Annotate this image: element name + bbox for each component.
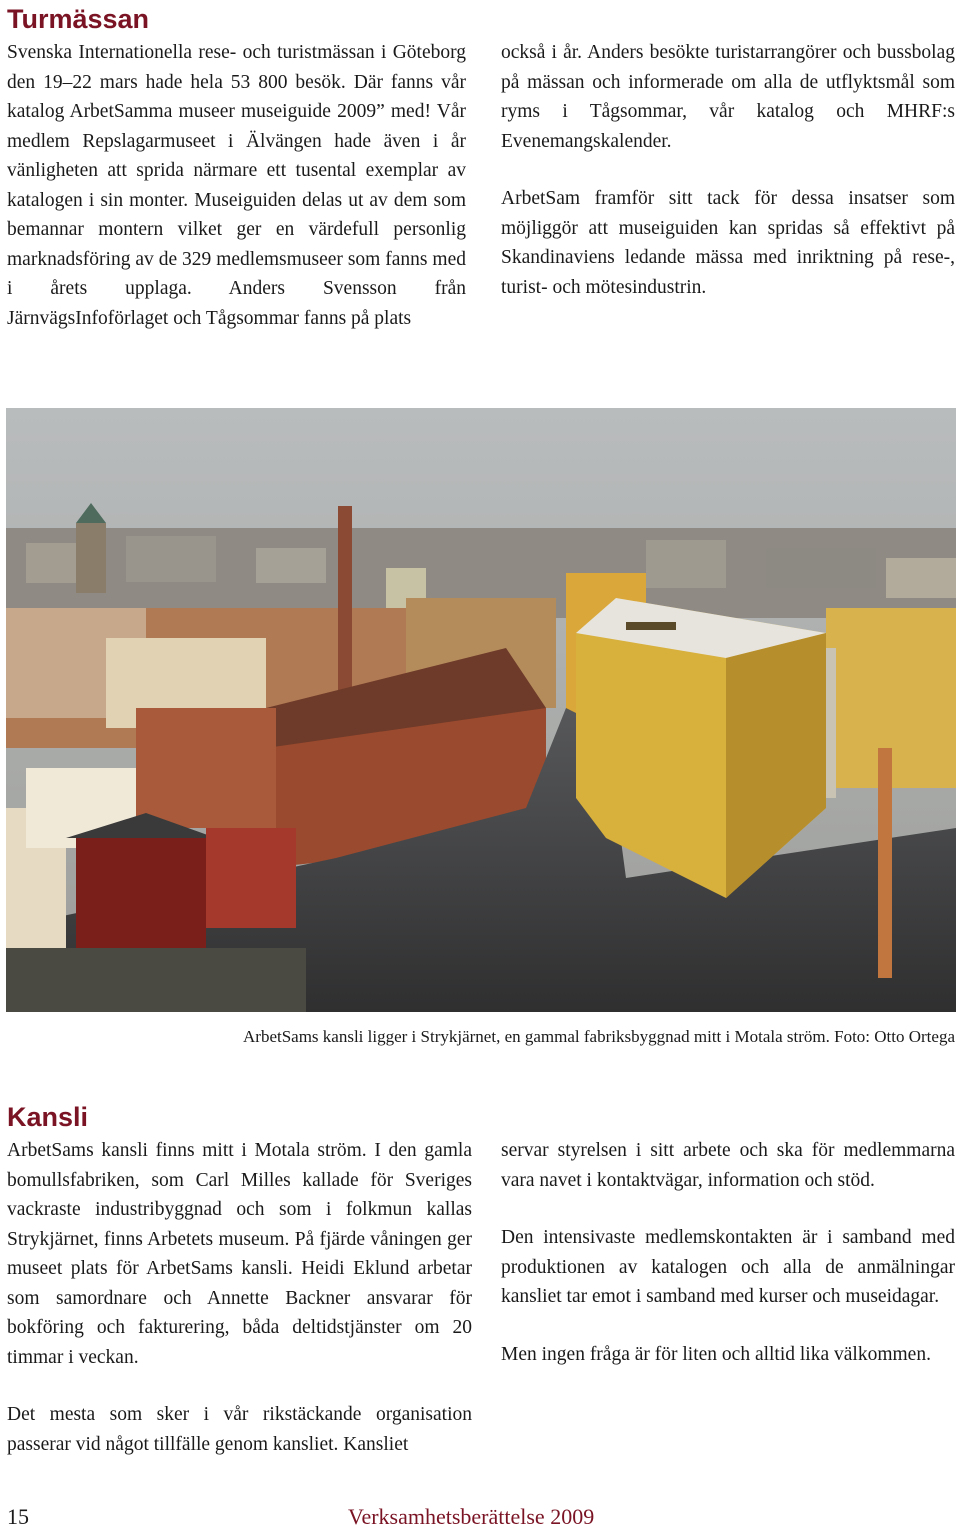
kansli-paragraph-continued: servar styrelsen i sitt arbete och ska för medlemmarna vara navet i kontaktvägar, information och stöd. — [501, 1140, 955, 1191]
turmassan-paragraph: Svenska Internationella rese- och turistmässan i Göteborg den 19–22 mars hade hela 53 800 besök. Där fanns vår katalog ArbetSamma museer museiguide 2009” med! Vår medlem Repslagarmuseet i Älvängen hade även i år vänligheten att sprida närmare ett tusental exemplar av katalogen i sin monter. Museiguiden delas ut av dem som bemannar montern vilket ger en värdefull personlig marknadsföring av de 329 medlemsmuseer som fanns med i årets upplaga. Anders Svensson från JärnvägsInfoförlaget och Tågsommar fanns på plats — [7, 42, 466, 329]
kansli-paragraph: ArbetSams kansli finns mitt i Motala ström. I den gamla bomullsfabriken, som Carl Milles kallade för Sveriges vackraste industribyggnad och som i folkmun kallas Strykjärnet, finns Arbetets museum. På fjärde våningen ger museet plats för ArbetSams kansli. Heidi Eklund arbetar som samordnare och Annette Backner ansvarar för bokföring och fakturering, båda deltidstjänster om 20 timmar i veckan. — [7, 1140, 472, 1368]
turmassan-left-column — [7, 38, 466, 333]
kansli-paragraph: Men ingen fråga är för liten och alltid lika välkommen. — [501, 1343, 931, 1365]
section-heading-turmassan: Turmässan — [7, 4, 150, 34]
kansli-left-column — [7, 1136, 472, 1459]
section-heading-kansli: Kansli — [7, 1102, 89, 1132]
photo-caption: ArbetSams kansli ligger i Strykjärnet, en gammal fabriksbyggnad mitt i Motala ström. Foto: Otto Ortega — [243, 1027, 955, 1046]
kansli-paragraph: Det mesta som sker i vår rikstäckande organisation passerar vid något tillfälle genom kansliet. Kansliet — [7, 1404, 472, 1455]
turmassan-paragraph-continued: också i år. Anders besökte turistarrangörer och bussbolag på mässan och informerade om alla de utflyktsmål som ryms i Tågsommar, vår katalog och MHRF:s Evenemangskalender. — [501, 42, 955, 152]
kansli-paragraph: Den intensivaste medlemskontakten är i samband med produktionen av katalogen och alla de anmälningar kansliet tar emot i samband med kurser och museidagar. — [501, 1227, 955, 1307]
turmassan-thanks-paragraph: ArbetSam framför sitt tack för dessa insatser som möjliggör att museiguiden kan spridas så effektivt på Skandinaviens ledande mässa med inriktning på rese-, turist- och mötesindustrin. — [501, 188, 955, 298]
turmassan-right-column — [501, 38, 955, 302]
page-number: 15 — [7, 1504, 29, 1529]
kansli-right-column — [501, 1136, 955, 1369]
footer-title: Verksamhetsberättelse 2009 — [348, 1504, 595, 1529]
strykjarnet-photo — [6, 408, 956, 1012]
